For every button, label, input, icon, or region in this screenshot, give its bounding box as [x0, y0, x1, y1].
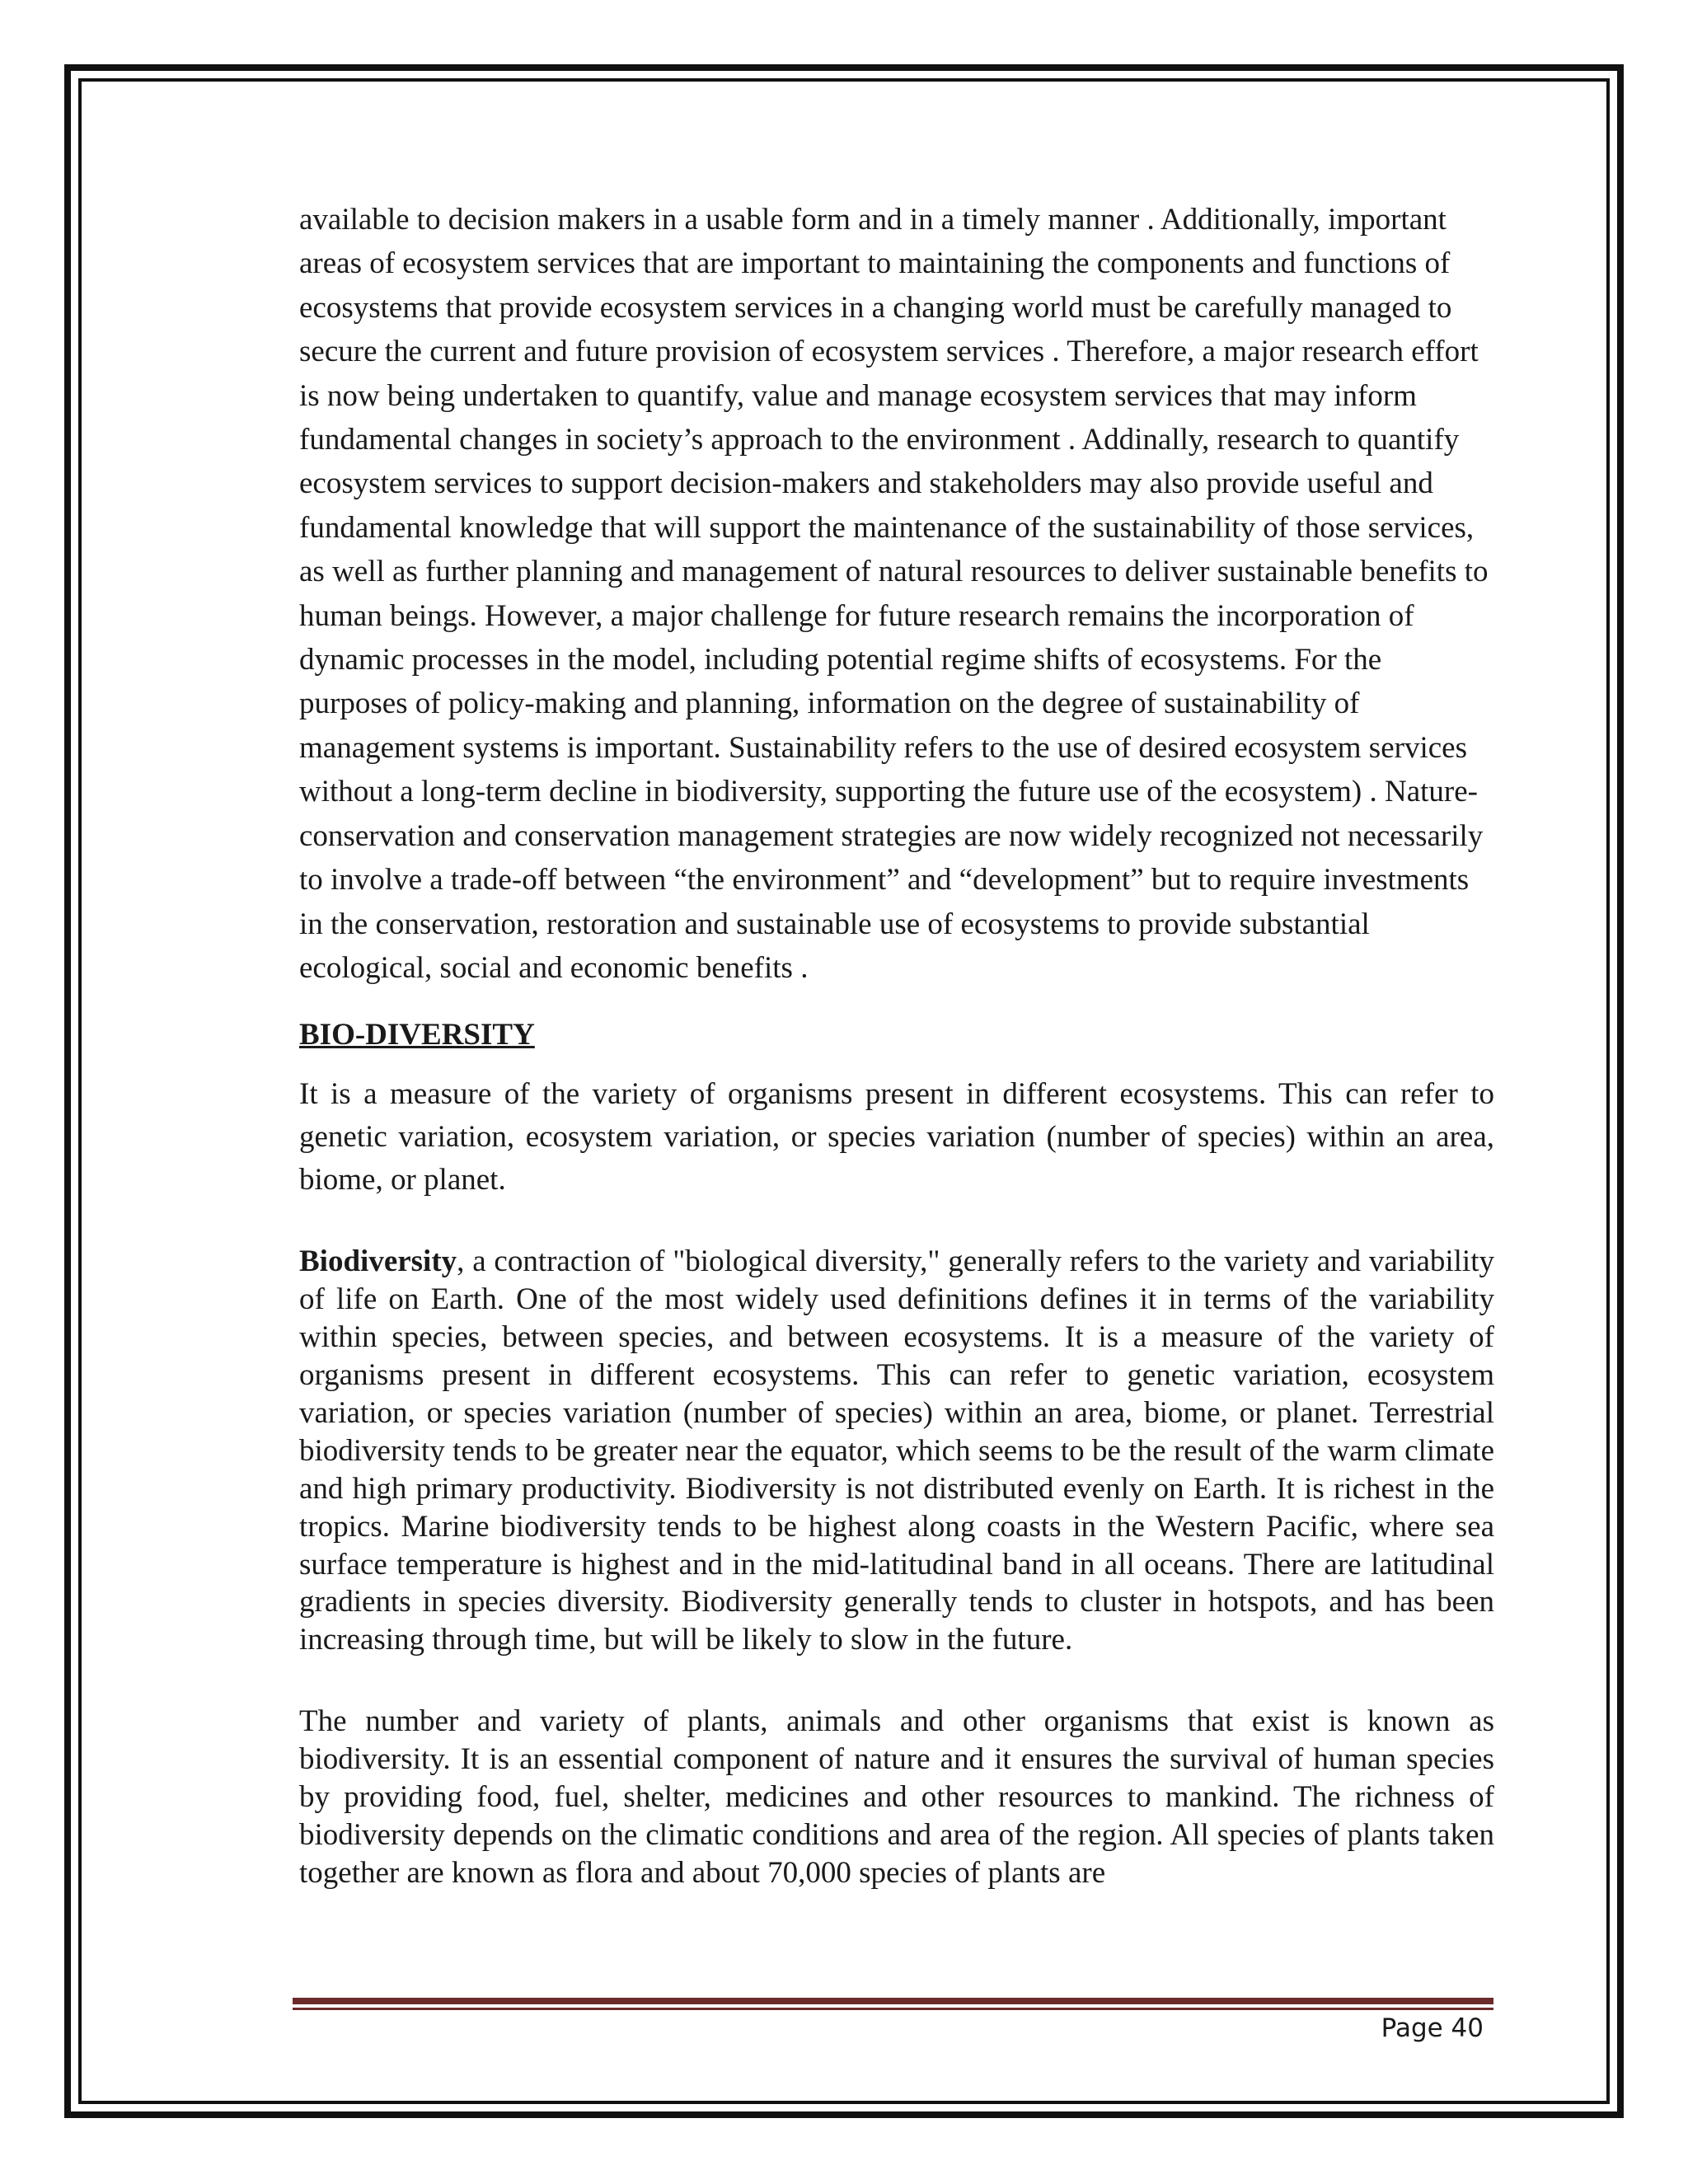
biodiversity-paragraph-text: , a contraction of "biological diversity," generally refers to the variety and variability of life on Earth. One of the most widely used definitions defines it in terms of the variability within species, between species, and between ecosystems. It is a measure of the variety of organisms present in different ecosystems. This can refer to genetic variation, ecosystem variation, or species variation (number of species) within an area, biome, or planet. Terrestrial biodiversity tends to be greater near the equator, which seems to be the result of the warm climate and high primary productivity. Biodiversity is not distributed evenly on Earth. It is richest in the tropics. Marine biodiversity tends to be highest along coasts in the Western Pacific, where sea surface temperature is highest and in the mid-latitudinal band in all oceans. There are latitudinal gradients in species diversity. Biodiversity generally tends to cluster in hotspots, and has been increasing through time, but will be likely to slow in the future.: [299, 1244, 1494, 1657]
page-number: Page 40: [1381, 2013, 1484, 2043]
section-heading: BIO-DIVERSITY: [299, 1018, 535, 1052]
footer-rule-thin: [293, 2008, 1493, 2010]
continued-paragraph: available to decision makers in a usable form and in a timely manner . Additionally, important areas of ecosystem services that are important to maintaining the components and functions of ecosystems that provide ecosystem services in a changing world must be carefully managed to secure the current and future provision of ecosystem services . Therefore, a major research effort is now being undertaken to quantify, value and manage ecosystem services that may inform fundamental changes in society’s approach to the environment . Addinally, research to quantify ecosystem services to support decision-makers and stakeholders may also provide useful and fundamental knowledge that will support the maintenance of the sustainability of those services, as well as further planning and management of natural resources to deliver sustainable benefits to human beings. However, a major challenge for future research remains the incorporation of dynamic processes in the model, including potential regime shifts of ecosystems. For the purposes of policy-making and planning, information on the degree of sustainability of management systems is important. Sustainability refers to the use of desired ecosystem services without a long-term decline in biodiversity, supporting the future use of the ecosystem) . Nature-conservation and conservation management strategies are now widely recognized not necessarily to involve a trade-off between “the environment” and “development” but to require investments in the conservation, restoration and sustainable use of ecosystems to provide substantial ecological, social and economic benefits .: [299, 203, 1489, 985]
footer-rule-thick: [293, 1998, 1493, 2004]
page-content: [299, 198, 1494, 1892]
biodiversity-paragraph: [299, 1243, 1494, 1659]
intro-paragraph: It is a measure of the variety of organisms present in different ecosystems. This can refer to genetic variation, ecosystem variation, or species variation (number of species) within an area, biome, or planet.: [299, 1077, 1494, 1197]
biodiversity-term: Biodiversity: [299, 1244, 457, 1279]
number-variety-paragraph: The number and variety of plants, animals and other organisms that exist is known as biodiversity. It is an essential component of nature and it ensures the survival of human species by providing food, fuel, shelter, medicines and other resources to mankind. The richness of biodiversity depends on the climatic conditions and area of the region. All species of plants taken together are known as flora and about 70,000 species of plants are: [299, 1704, 1494, 1890]
